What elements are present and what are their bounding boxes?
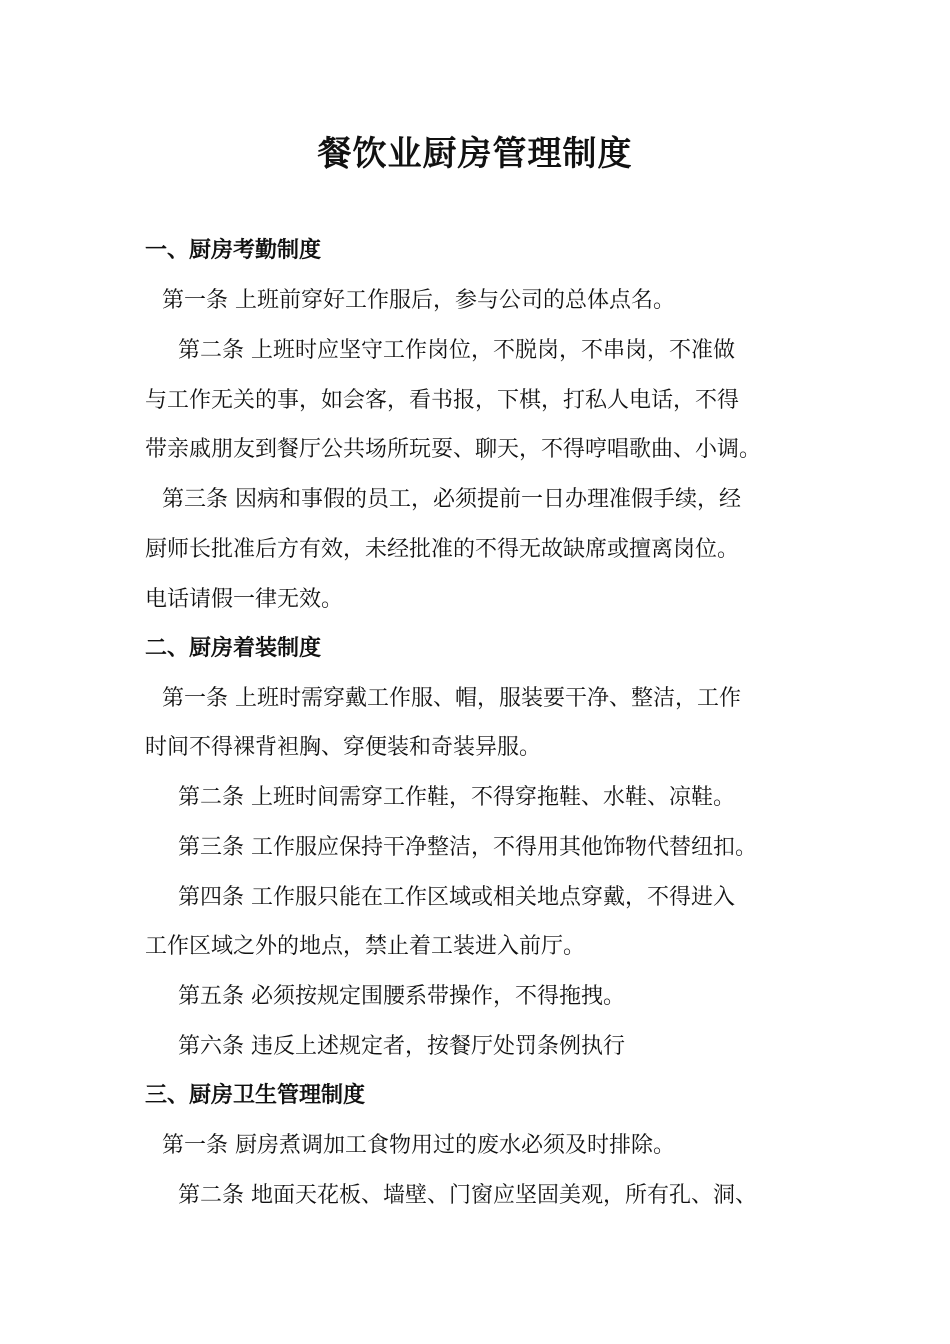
paragraph-line: 第二条 上班时应坚守工作岗位，不脱岗，不串岗，不准做: [178, 338, 735, 363]
paragraph-line: 厨师长批准后方有效，未经批准的不得无故缺席或擅离岗位。: [145, 537, 740, 562]
page-title: 餐饮业厨房管理制度: [317, 134, 633, 174]
paragraph-line: 第三条 工作服应保持干净整洁，不得用其他饰物代替纽扣。: [178, 835, 757, 860]
paragraph-line: 电话请假一律无效。: [145, 587, 344, 612]
section-heading-dress-code: 二、厨房着装制度: [145, 636, 322, 661]
paragraph-line: 与工作无关的事，如会客，看书报，下棋，打私人电话，不得: [145, 388, 740, 413]
paragraph-line: 时间不得裸背袒胸、穿便装和奇装异服。: [145, 735, 542, 760]
paragraph-line: 第一条 上班前穿好工作服后，参与公司的总体点名。: [162, 288, 675, 313]
paragraph-line: 第六条 违反上述规定者，按餐厅处罚条例执行: [178, 1034, 625, 1059]
paragraph-line: 第一条 上班时需穿戴工作服、帽，服装要干净、整洁，工作: [162, 686, 741, 711]
paragraph-line: 第二条 上班时间需穿工作鞋，不得穿拖鞋、水鞋、凉鞋。: [178, 785, 735, 810]
paragraph-line: 带亲戚朋友到餐厅公共场所玩耍、聊天，不得哼唱歌曲、小调。: [145, 437, 762, 462]
section-heading-hygiene: 三、厨房卫生管理制度: [145, 1083, 366, 1108]
paragraph-line: 第三条 因病和事假的员工，必须提前一日办理准假手续，经: [162, 487, 741, 512]
paragraph-line: 第五条 必须按规定围腰系带操作，不得拖拽。: [178, 984, 625, 1009]
paragraph-line: 第一条 厨房煮调加工食物用过的废水必须及时排除。: [162, 1133, 675, 1158]
section-heading-attendance: 一、厨房考勤制度: [145, 238, 322, 263]
paragraph-line: 工作区域之外的地点，禁止着工装进入前厅。: [145, 934, 586, 959]
paragraph-line: 第二条 地面天花板、墙壁、门窗应坚固美观，所有孔、洞、: [178, 1183, 757, 1208]
paragraph-line: 第四条 工作服只能在工作区域或相关地点穿戴，不得进入: [178, 885, 735, 910]
